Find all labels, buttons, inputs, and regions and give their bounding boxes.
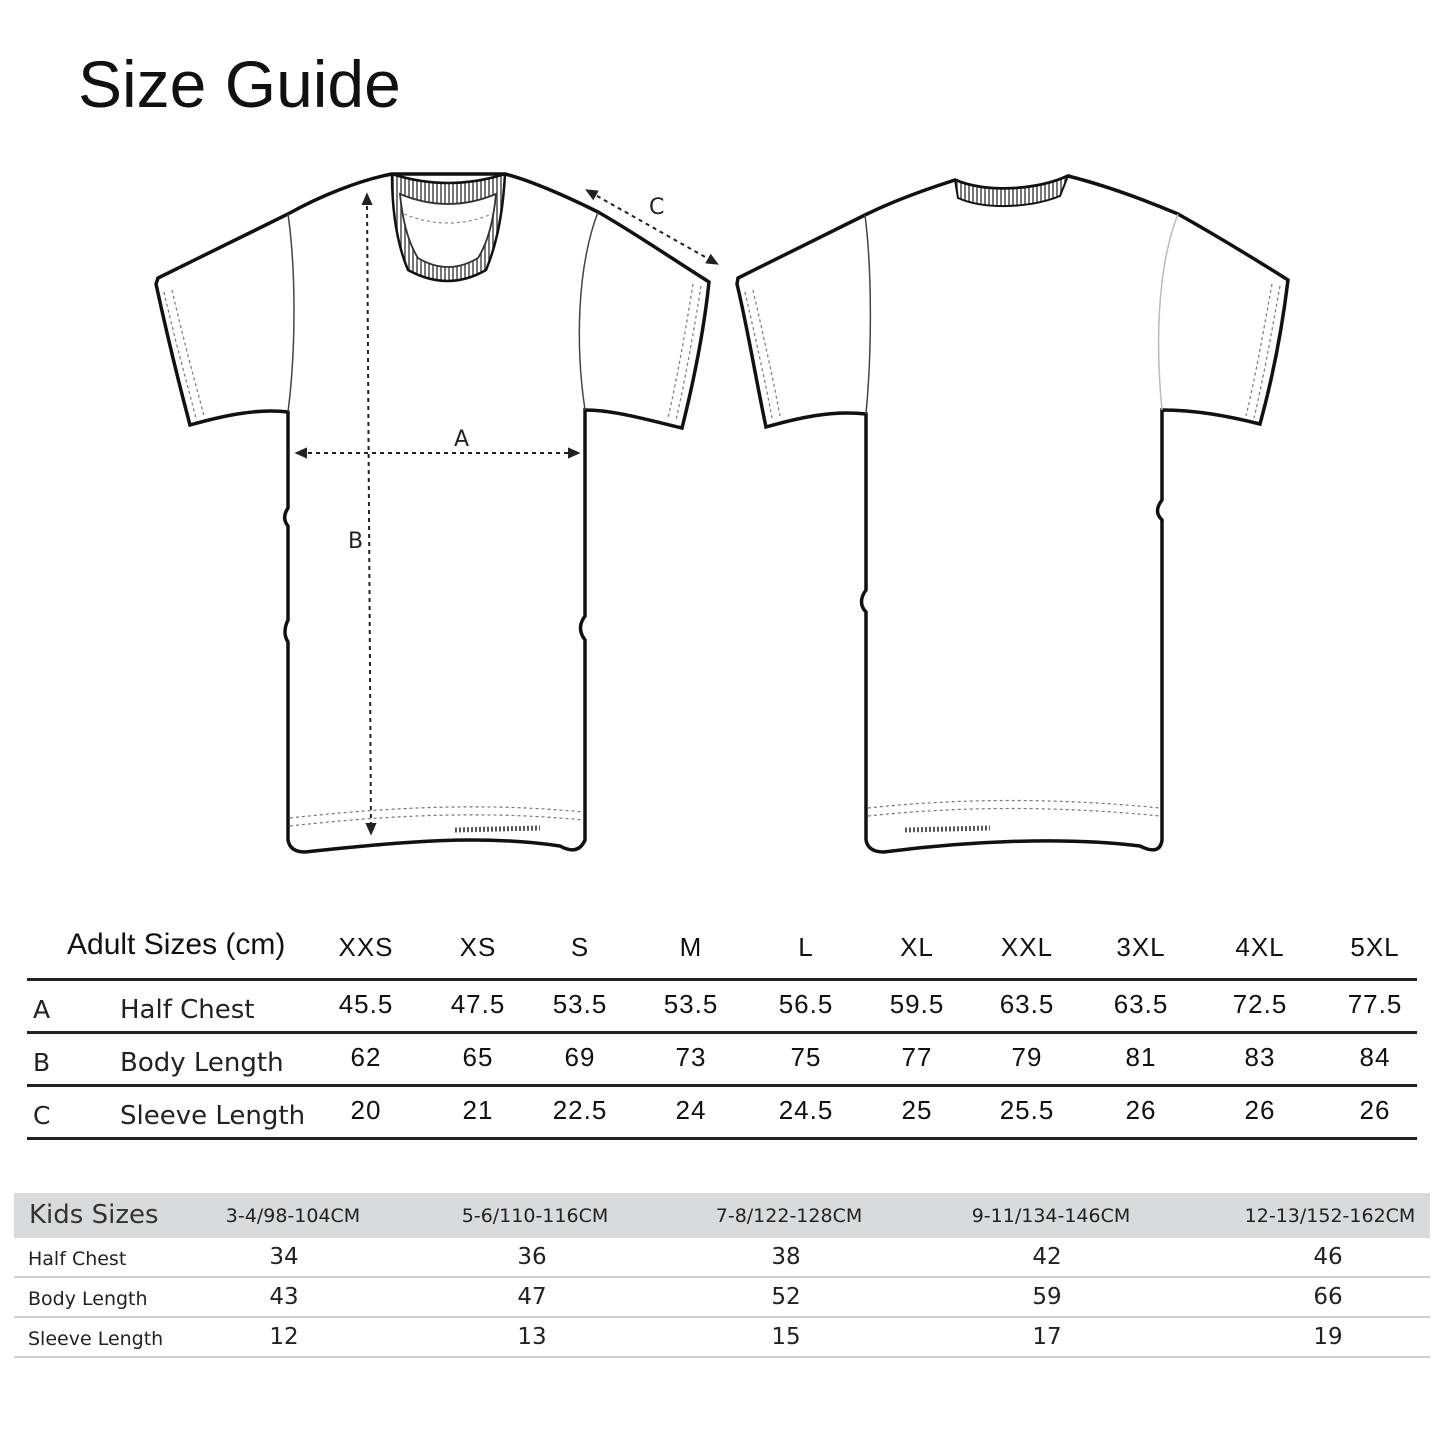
table-cell: 21	[462, 1095, 494, 1125]
front-tshirt	[156, 174, 714, 852]
table-cell: 66	[1313, 1284, 1343, 1310]
table-cell: 20	[350, 1095, 382, 1125]
table-cell: 53.5	[552, 989, 608, 1019]
table-cell: 42	[1032, 1244, 1062, 1270]
table-cell: 62	[350, 1042, 382, 1072]
table-cell: 77	[901, 1042, 933, 1072]
table-cell: 26	[1359, 1095, 1391, 1125]
row-label: Half Chest	[28, 1248, 127, 1270]
table-cell: 53.5	[663, 989, 719, 1019]
table-cell: 13	[517, 1324, 547, 1350]
table-cell: 52	[771, 1284, 801, 1310]
table-cell: 47	[517, 1284, 547, 1310]
row-label: Half Chest	[120, 995, 255, 1025]
table-cell: 84	[1359, 1042, 1391, 1072]
adult-size-table	[27, 918, 1417, 1140]
row-label: Sleeve Length	[28, 1328, 164, 1350]
table-cell: 43	[269, 1284, 299, 1310]
table-cell: 26	[1244, 1095, 1276, 1125]
label-b: B	[348, 529, 364, 554]
kids-size-header: 7-8/122-128CM	[715, 1205, 863, 1227]
table-cell: 17	[1032, 1324, 1062, 1350]
kids-row-body-length	[14, 1278, 1430, 1318]
table-cell: 12	[269, 1324, 299, 1350]
adult-size-header: XS	[459, 932, 497, 962]
table-cell: 65	[462, 1042, 494, 1072]
table-cell: 34	[269, 1244, 299, 1270]
adult-size-header: S	[570, 932, 590, 962]
table-cell: 56.5	[778, 989, 834, 1019]
label-c: C	[649, 195, 665, 220]
table-cell: 24	[675, 1095, 707, 1125]
row-label: Body Length	[120, 1048, 284, 1078]
table-cell: 19	[1313, 1324, 1343, 1350]
kids-size-header: 9-11/134-146CM	[971, 1205, 1131, 1227]
table-cell: 22.5	[552, 1095, 608, 1125]
kids-table-heading: Kids Sizes	[29, 1200, 159, 1230]
page-title: Size Guide	[78, 47, 401, 121]
adult-size-header: XXS	[338, 932, 394, 962]
table-cell: 81	[1125, 1042, 1157, 1072]
adult-size-header: 4XL	[1235, 932, 1285, 962]
table-cell: 36	[517, 1244, 547, 1270]
row-label: Body Length	[28, 1288, 148, 1310]
back-tshirt	[737, 176, 1288, 852]
kids-size-header: 12-13/152-162CM	[1244, 1205, 1416, 1227]
table-cell: 25.5	[999, 1095, 1055, 1125]
table-cell: 59	[1032, 1284, 1062, 1310]
kids-header-row	[14, 1193, 1430, 1238]
adult-size-header: 5XL	[1350, 932, 1400, 962]
row-letter: C	[33, 1101, 51, 1130]
kids-size-table	[14, 1193, 1430, 1358]
label-a: A	[454, 427, 470, 452]
adult-header-row	[27, 918, 1417, 981]
adult-row-body-length	[27, 1034, 1417, 1087]
adult-size-header: L	[798, 932, 814, 962]
kids-size-header: 3-4/98-104CM	[225, 1205, 361, 1227]
table-cell: 26	[1125, 1095, 1157, 1125]
kids-size-header: 5-6/110-116CM	[461, 1205, 609, 1227]
table-cell: 77.5	[1347, 989, 1403, 1019]
adult-row-half-chest	[27, 981, 1417, 1034]
table-cell: 38	[771, 1244, 801, 1270]
table-cell: 79	[1011, 1042, 1043, 1072]
row-label: Sleeve Length	[120, 1101, 306, 1131]
adult-size-header: XXL	[1000, 932, 1054, 962]
table-cell: 24.5	[778, 1095, 834, 1125]
table-cell: 63.5	[1113, 989, 1169, 1019]
table-cell: 47.5	[450, 989, 506, 1019]
adult-size-header: M	[679, 932, 703, 962]
table-cell: 73	[675, 1042, 707, 1072]
kids-row-half-chest	[14, 1238, 1430, 1278]
table-cell: 72.5	[1232, 989, 1288, 1019]
table-cell: 46	[1313, 1244, 1343, 1270]
row-letter: A	[33, 995, 51, 1024]
kids-row-sleeve-length	[14, 1318, 1430, 1358]
tshirt-diagram	[0, 150, 1445, 880]
adult-size-header: XL	[900, 932, 934, 962]
adult-size-header: 3XL	[1116, 932, 1166, 962]
table-cell: 59.5	[889, 989, 945, 1019]
table-cell: 63.5	[999, 989, 1055, 1019]
table-cell: 83	[1244, 1042, 1276, 1072]
table-cell: 45.5	[338, 989, 394, 1019]
table-cell: 69	[564, 1042, 596, 1072]
table-cell: 75	[790, 1042, 822, 1072]
row-letter: B	[33, 1048, 51, 1077]
table-cell: 25	[901, 1095, 933, 1125]
adult-table-heading: Adult Sizes (cm)	[67, 928, 286, 961]
adult-row-sleeve-length	[27, 1087, 1417, 1140]
table-cell: 15	[771, 1324, 801, 1350]
